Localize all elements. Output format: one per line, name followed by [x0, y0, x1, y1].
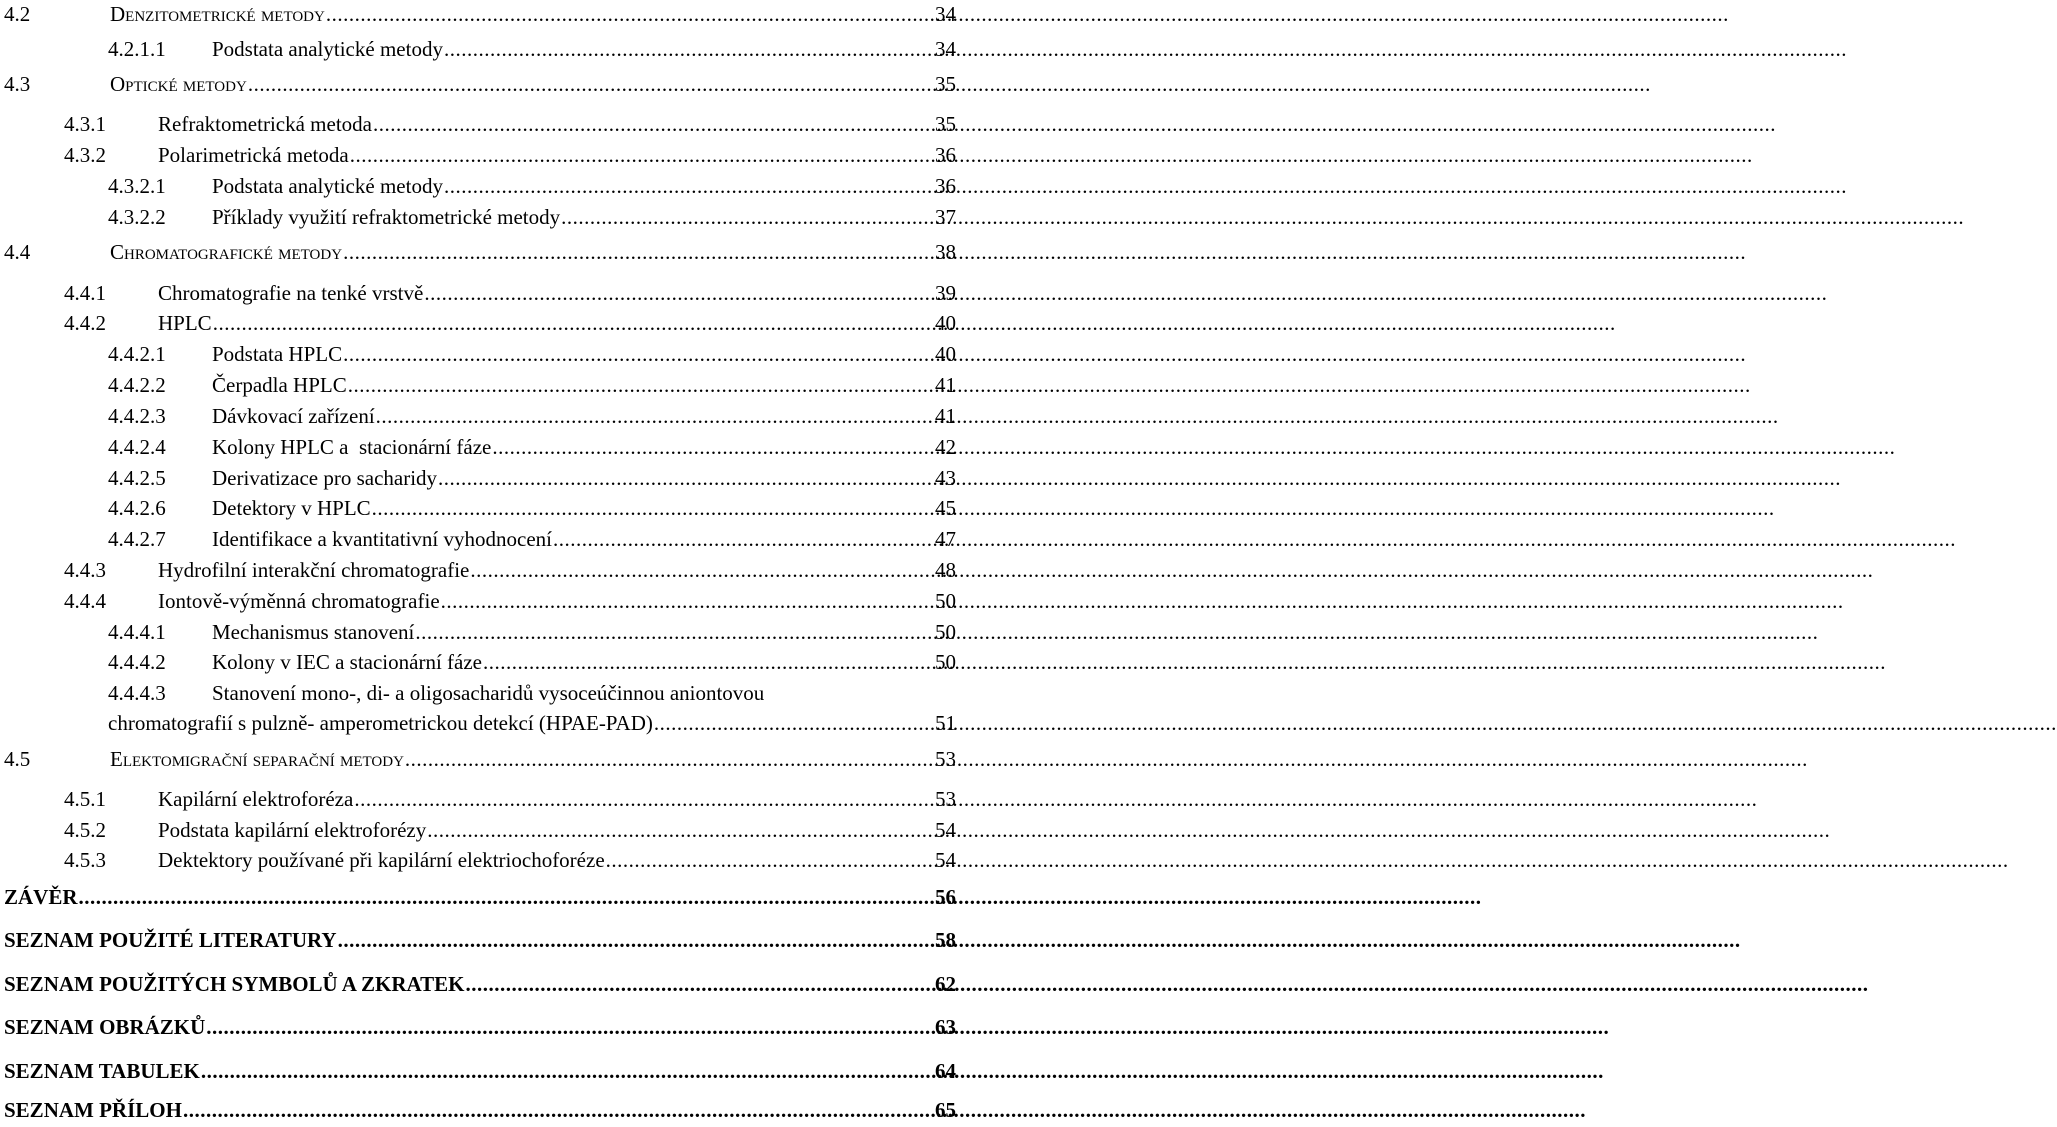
dot-leader — [444, 172, 934, 200]
dot-leader — [354, 785, 934, 813]
toc-entry[interactable] — [64, 309, 956, 337]
toc-entry-chapter[interactable] — [4, 1057, 956, 1085]
dot-leader — [415, 618, 934, 646]
dot-leader — [444, 35, 934, 63]
toc-entry-number: 4.4.4.2 — [108, 650, 166, 674]
toc-entry-page: 50 — [935, 589, 956, 613]
toc-entry-page: 47 — [935, 527, 956, 551]
dot-leader — [561, 203, 934, 231]
toc-entry-page: 45 — [935, 496, 956, 520]
toc-entry[interactable] — [4, 0, 956, 28]
toc-entry-chapter[interactable] — [4, 970, 956, 998]
toc-entry-page: 38 — [935, 240, 956, 264]
toc-entry-number: 4.4.2 — [64, 311, 106, 335]
toc-entry-page: 54 — [935, 818, 956, 842]
toc-entry-number: 4.4.4 — [64, 589, 106, 613]
toc-entry[interactable] — [4, 745, 956, 773]
toc-entry[interactable] — [108, 371, 956, 399]
toc-entry-title: Refraktometrická metoda — [158, 112, 372, 136]
toc-entry-title: Elektomigrační separační metody — [110, 747, 404, 771]
toc-entry-title-continued: chromatografií s pulzně- amperometrickou detekcí (HPAE-PAD) — [108, 711, 653, 735]
dot-leader — [348, 371, 934, 399]
toc-entry-page: 63 — [935, 1015, 956, 1039]
dot-leader — [79, 883, 934, 911]
toc-entry-title: Dektektory používané při kapilární elektriochoforéze — [158, 848, 605, 872]
toc-entry-page: 39 — [935, 281, 956, 305]
toc-entry[interactable] — [108, 525, 956, 553]
toc-entry-page: 37 — [935, 205, 956, 229]
dot-leader — [350, 141, 934, 169]
toc-entry-number: 4.5.2 — [64, 818, 106, 842]
toc-entry-number: 4.3.1 — [64, 112, 106, 136]
toc-entry-title: Dávkovací zařízení — [212, 404, 375, 428]
toc-entry[interactable] — [4, 70, 956, 98]
toc-entry-title: Podstata HPLC — [212, 342, 343, 366]
dot-leader — [427, 816, 934, 844]
toc-entry-title: Stanovení mono-, di- a oligosacharidů vysoceúčinnou aniontovou — [212, 681, 765, 705]
toc-entry-number: 4.4.2.2 — [108, 373, 166, 397]
toc-entry-number: 4.4.2.7 — [108, 527, 166, 551]
toc-entry-page: 43 — [935, 466, 956, 490]
dot-leader — [343, 238, 934, 266]
dot-leader — [338, 926, 934, 954]
toc-entry-number: 4.4.2.5 — [108, 466, 166, 490]
toc-entry-page: 41 — [935, 404, 956, 428]
toc-entry[interactable] — [108, 464, 956, 492]
toc-entry[interactable] — [64, 110, 956, 138]
toc-entry-number: 4.3.2 — [64, 143, 106, 167]
toc-entry-number: 4.5.1 — [64, 787, 106, 811]
dot-leader — [201, 1057, 934, 1085]
toc-entry-page: 34 — [935, 2, 956, 26]
toc-entry-title: Mechanismus stanovení — [212, 620, 415, 644]
dot-leader — [405, 745, 934, 773]
toc-entry[interactable] — [64, 846, 956, 874]
toc-entry-chapter[interactable] — [4, 1013, 956, 1041]
dot-leader — [492, 433, 934, 461]
toc-entry-title: SEZNAM POUŽITÝCH SYMBOLŮ A ZKRATEK — [4, 972, 465, 996]
toc-entry-title: Kolony v IEC a stacionární fáze — [212, 650, 482, 674]
toc-entry-page: 40 — [935, 342, 956, 366]
toc-entry-title: Denzitometrické metody — [110, 2, 325, 26]
toc-entry-title: Detektory v HPLC — [212, 496, 371, 520]
toc-entry-number: 4.4.1 — [64, 281, 106, 305]
dot-leader — [470, 556, 934, 584]
dot-leader — [438, 464, 934, 492]
toc-entry[interactable] — [108, 203, 956, 231]
dot-leader — [483, 648, 934, 676]
toc-entry[interactable] — [108, 709, 956, 737]
toc-entry[interactable] — [4, 238, 956, 266]
toc-entry[interactable] — [64, 587, 956, 615]
dot-leader — [553, 525, 934, 553]
toc-entry-chapter[interactable] — [4, 1096, 956, 1124]
toc-entry-title: Čerpadla HPLC — [212, 373, 347, 397]
dot-leader — [183, 1096, 934, 1124]
toc-entry-number: 4.5 — [4, 747, 31, 771]
toc-entry-number: 4.4.4.3 — [108, 681, 166, 705]
toc-entry-page: 54 — [935, 848, 956, 872]
toc-entry-page: 51 — [935, 711, 956, 735]
toc-entry-title: Kapilární elektroforéza — [158, 787, 354, 811]
toc-entry[interactable] — [64, 785, 956, 813]
toc-entry-title: SEZNAM POUŽITÉ LITERATURY — [4, 928, 337, 952]
toc-entry-number: 4.5.3 — [64, 848, 106, 872]
toc-entry[interactable] — [108, 618, 956, 646]
toc-entry-page: 34 — [935, 37, 956, 61]
toc-entry-title: Derivatizace pro sacharidy — [212, 466, 438, 490]
toc-entry-title: Hydrofilní interakční chromatografie — [158, 558, 470, 582]
toc-entry[interactable] — [108, 648, 956, 676]
toc-entry-number: 4.4 — [4, 240, 31, 264]
toc-entry-title: HPLC — [158, 311, 212, 335]
toc-entry-page: 48 — [935, 558, 956, 582]
toc-entry-number: 4.4.3 — [64, 558, 106, 582]
toc-entry-number: 4.4.2.4 — [108, 435, 166, 459]
dot-leader — [654, 709, 934, 737]
toc-entry-page: 65 — [935, 1098, 956, 1122]
dot-leader — [606, 846, 934, 874]
toc-entry-number: 4.3.2.2 — [108, 205, 166, 229]
toc-entry-title: Optické metody — [110, 72, 247, 96]
toc-entry-title: Chromatografie na tenké vrstvě — [158, 281, 424, 305]
toc-entry-title: SEZNAM OBRÁZKŮ — [4, 1015, 206, 1039]
toc-entry-title: Podstata analytické metody — [212, 37, 443, 61]
toc-entry-first-line[interactable] — [108, 679, 764, 707]
dot-leader — [213, 309, 934, 337]
toc-entry-page: 35 — [935, 112, 956, 136]
toc-entry-title: Polarimetrická metoda — [158, 143, 349, 167]
dot-leader — [248, 70, 934, 98]
toc-entry-page: 42 — [935, 435, 956, 459]
dot-leader — [376, 402, 934, 430]
dot-leader — [373, 110, 934, 138]
toc-entry[interactable] — [64, 279, 956, 307]
toc-entry-title: SEZNAM TABULEK — [4, 1059, 200, 1083]
toc-entry-page: 62 — [935, 972, 956, 996]
toc-entry-page: 35 — [935, 72, 956, 96]
toc-entry-page: 41 — [935, 373, 956, 397]
toc-entry-number: 4.2 — [4, 2, 31, 26]
toc-entry[interactable] — [108, 433, 956, 461]
toc-entry-page: 50 — [935, 650, 956, 674]
dot-leader — [424, 279, 934, 307]
toc-entry-page: 40 — [935, 311, 956, 335]
toc-entry-title: Iontově-výměnná chromatografie — [158, 589, 440, 613]
toc-entry-title: Podstata kapilární elektroforézy — [158, 818, 427, 842]
toc-entry-number: 4.4.2.6 — [108, 496, 166, 520]
toc-entry-chapter[interactable] — [4, 926, 956, 954]
toc-entry-number: 4.4.4.1 — [108, 620, 166, 644]
toc-entry-number: 4.3.2.1 — [108, 174, 166, 198]
dot-leader — [372, 494, 934, 522]
toc-entry-number: 4.4.2.1 — [108, 342, 166, 366]
toc-entry[interactable] — [108, 172, 956, 200]
toc-entry-chapter[interactable] — [4, 883, 956, 911]
toc-entry-page: 56 — [935, 885, 956, 909]
toc-entry-page: 36 — [935, 143, 956, 167]
toc-entry-number: 4.4.2.3 — [108, 404, 166, 428]
dot-leader — [343, 340, 934, 368]
dot-leader — [466, 970, 934, 998]
toc-entry-page: 53 — [935, 747, 956, 771]
toc-entry-title: Podstata analytické metody — [212, 174, 443, 198]
toc-entry-page: 58 — [935, 928, 956, 952]
toc-entry[interactable] — [108, 494, 956, 522]
dot-leader — [326, 0, 934, 28]
toc-entry-title: Chromatografické metody — [110, 240, 343, 264]
toc-entry[interactable] — [108, 340, 956, 368]
toc-entry-title: Identifikace a kvantitativní vyhodnocení — [212, 527, 552, 551]
toc-entry-page: 64 — [935, 1059, 956, 1083]
toc-entry-title: Příklady využití refraktometrické metody — [212, 205, 561, 229]
toc-entry-page: 36 — [935, 174, 956, 198]
toc-entry-number: 4.2.1.1 — [108, 37, 166, 61]
toc-entry[interactable] — [64, 816, 956, 844]
toc-entry[interactable] — [108, 35, 956, 63]
toc-entry-title: SEZNAM PŘÍLOH — [4, 1098, 182, 1122]
toc-entry-page: 50 — [935, 620, 956, 644]
toc-entry-title: Kolony HPLC a stacionární fáze — [212, 435, 492, 459]
dot-leader — [441, 587, 934, 615]
toc-entry[interactable] — [64, 141, 956, 169]
toc-entry-page: 53 — [935, 787, 956, 811]
toc-entry-number: 4.3 — [4, 72, 31, 96]
toc-entry-title: ZÁVĚR — [4, 885, 78, 909]
toc-entry[interactable] — [64, 556, 956, 584]
toc-entry[interactable] — [108, 402, 956, 430]
dot-leader — [206, 1013, 934, 1041]
